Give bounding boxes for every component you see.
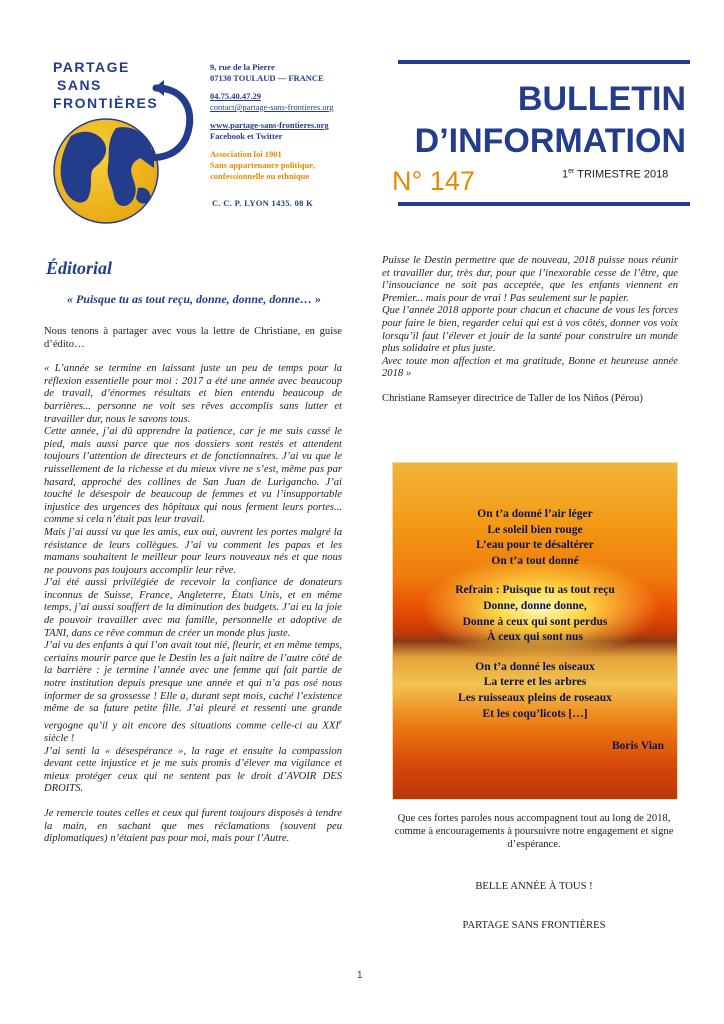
- globe-arrow-icon: [36, 58, 204, 228]
- issue-number: N° 147: [392, 166, 475, 196]
- right-column: [382, 255, 678, 406]
- letter-paragraph-7: Je remercie toutes celles et ceux qui furent toujours disposés à tendre la main, en sachant que mes réclamations (souvent peu diplomatiques) n’étaient pas pour moi, mais pour l’Autre.: [44, 807, 342, 845]
- poem-line: Les ruisseaux pleins de roseaux: [458, 691, 612, 704]
- closing-text: Que ces fortes paroles nous accompagnent tout au long de 2018, comme à encouragements à poursuivre notre engagement et signe d’espérance.: [394, 813, 674, 850]
- wishes-text: BELLE ANNÉE À TOUS !: [475, 881, 593, 892]
- poem-line: La terre et les arbres: [483, 676, 587, 689]
- letter-paragraph-6: J’ai senti la « désespérance », la rage et ensuite la compassion devant cette injustice et je me suis promis d’élever ma vigilance et mieux protéger ceux qui ne sentent pas le droit d’AVOIR DES DROITS.: [44, 745, 342, 795]
- logo-line-1: PARTAGE: [53, 59, 130, 75]
- intro-paragraph: Nous tenons à partager avec vous la lettre de Christiane, en guise d’édito…: [44, 326, 342, 350]
- address-line-1: 9, rue de la Pierre: [210, 62, 275, 72]
- letter-paragraph-5: [44, 640, 342, 745]
- editorial-quote: « Puisque tu as tout reçu, donne, donne, donne… »: [66, 292, 322, 306]
- p5-text-a: J’ai vu des enfants à qui l’on avait tout nié, fleurir, et en même temps, certains mourir parce que le Destin les a fait naître de l’autre côté de la barrière : je termine l’année avec une femme qui fait partie de notre institution depuis presque une année et qui n’a pas osé nous informer de sa grossesse ! Elle a, durant sept mois, caché l’existence même de sa future petite fille. J’ai pleuré et ressenti une grande vergogne qu’il y ait encore des situations comme celle-ci au XXI: [44, 640, 342, 732]
- social-text: Facebook et Twitter: [210, 131, 283, 141]
- contact-block: [210, 62, 390, 182]
- header-bottom-rule: [398, 202, 690, 206]
- poem: [393, 507, 677, 722]
- assoc-line-2: Sans appartenance politique,: [210, 160, 316, 170]
- letter-paragraph-1: « L’année se termine en laissant juste un peu de temps pour la réflexion essentielle pour moi : 2017 a été une année avec beaucoup de travail, d’énormes résultats et bien entendu beaucoup de barrières... personne ne voit ses rêves accomplis sans lutter et travailler dur, nous le savons tous.: [44, 363, 342, 425]
- email-link[interactable]: contact@partage-sans-frontieres.org: [210, 102, 334, 112]
- letter-paragraph-4: J’ai été aussi privilégiée de recevoir la confiance de donateurs inconnus de Suisse, France, Angleterre, États Unis, et en même temps, j’ai aussi souffert de la diminution des budgets. J’ai eu la joie de pouvoir travailler avec ma famille, personnelle et adoptive de TANI, dans ce rêve commun de créer un monde plus juste.: [44, 577, 342, 639]
- sunset-image: [392, 462, 678, 800]
- poem-line: Donne à ceux qui sont perdus: [462, 615, 608, 628]
- poem-line: Donne, donne donne,: [483, 599, 587, 612]
- logo-line-3: FRONTIÈRES: [53, 95, 159, 111]
- quarter-num: 1: [562, 168, 569, 181]
- quarter-sup: er: [568, 168, 575, 175]
- letter-paragraph-10: Avec toute mon affection et ma gratitude, Bonne et heureuse année 2018 »: [382, 355, 678, 380]
- address-line-2: 07130 TOULAUD — FRANCE: [210, 73, 324, 83]
- title-line-2: D’INFORMATION: [414, 122, 686, 160]
- left-column: [44, 326, 342, 846]
- letter-paragraph-3: Mais j’ai aussi vu que les amis, eux oui, ouvrent les portes malgré la résistance de leurs collègues. J’ai vu comment les papas et les mamans souhaitent le meilleur pour leurs nouveaux nés et que nous ne pouvons pas toujours accomplir leur rêve.: [44, 526, 342, 576]
- logo-line-2: SANS: [57, 77, 102, 93]
- p5-sup: e: [338, 717, 342, 726]
- poem-line: Et les coqu’licots […]: [482, 707, 588, 720]
- poem-line: On t’a donné les oiseaux: [475, 660, 595, 673]
- p5-text-b: siècle !: [44, 732, 75, 744]
- assoc-line-3: confessionnelle ou ethnique: [210, 171, 310, 181]
- letter-paragraph-9: Que l’année 2018 apporte pour chacun et chacune de vous les forces pour faire le bien, regarder celui qui est à vos côtés, donner vos voix lorsqu’il faut l’élever et jouir de la santé pour construire un monde plus solidaire et plus juste.: [382, 305, 678, 355]
- phone-link[interactable]: 04.75.40.47.29: [210, 91, 261, 101]
- poem-line: On t’a donné l’air léger: [477, 508, 593, 520]
- poem-line: À ceux qui sont nus: [487, 631, 583, 644]
- header-top-rule: [398, 60, 690, 64]
- poem-line: On t’a tout donné: [491, 554, 579, 567]
- letter-paragraph-8: Puisse le Destin permettre que de nouveau, 2018 puisse nous réunir et travailler dur, très dur, pour que l’inexorable cesse de l’être, que l’insouciance ne soit pas acceptée, que les enfants viennent en Premier... mais pour de vrai ! Pas seulement sur le papier.: [382, 255, 678, 304]
- title-line-1: BULLETIN: [517, 80, 686, 118]
- bulletin-title: [398, 78, 686, 162]
- poem-author: Boris Vian: [611, 740, 665, 752]
- quarter-text: TRIMESTRE 2018: [577, 168, 669, 181]
- poem-line: Refrain : Puisque tu as tout reçu: [455, 584, 615, 597]
- logo: [36, 58, 204, 228]
- ccp-text: C. C. P. LYON 1435. 08 K: [212, 198, 314, 208]
- org-signature: PARTAGE SANS FRONTIÈRES: [462, 920, 606, 931]
- letter-paragraph-2: Cette année, j’ai dû apprendre la patience, car je me suis cassé le pied, mais aussi parce que nos dossiers sont restés et attendent toujours l’attention de directeurs et de fonctionnaires. J’ai vu que le ruissellement de la richesse et du mieux vivre ne s’est, même pas par hasard, approché des collines de San Juan de Lurigancho. J’ai touché le désespoir de beaucoup de femmes et vu l’insupportable injustice des urgences des hôpitaux qui nous ferment leurs portes... comme si cela n’était pas leur travail.: [44, 426, 342, 526]
- website-link[interactable]: www.partage-sans-frontieres.org: [210, 120, 329, 130]
- quarter-label: [562, 168, 668, 181]
- assoc-line-1: Association loi 1901: [210, 149, 282, 159]
- poem-line: Le soleil bien rouge: [487, 523, 583, 536]
- poem-line: L’eau pour te désaltérer: [476, 539, 594, 552]
- editorial-heading: Éditorial: [46, 258, 113, 278]
- page-number: 1: [357, 970, 363, 981]
- signature: Christiane Ramseyer directrice de Taller de los Niños (Pérou): [382, 392, 643, 404]
